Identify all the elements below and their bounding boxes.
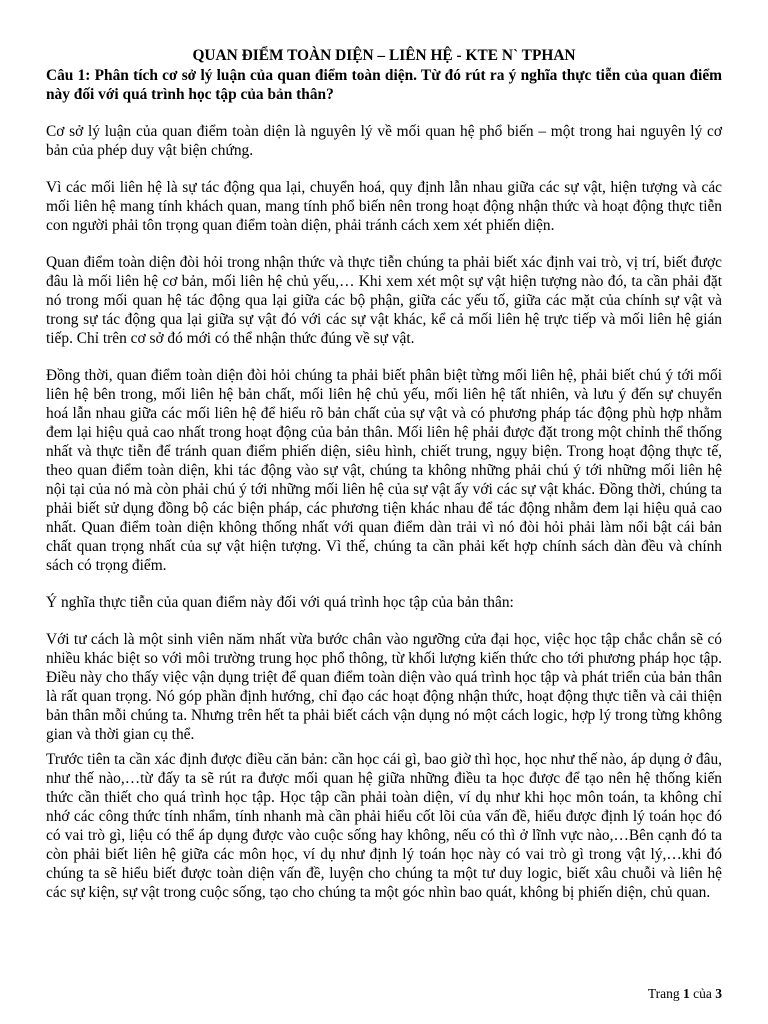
document-page <box>46 46 722 920</box>
paragraph-7: Trước tiên ta cần xác định được điều căn bản: cần học cái gì, bao giờ thì học, học như thế nào, áp dụng ở đâu, như thế nào,…từ đấy ta sẽ rút ra được mối quan hệ giữa những điều ta học được để tạo nên hệ thống kiến thức cần thiết cho quá trình học tập. Học tập cần phải toàn diện, ví dụ như khi học môn toán, ta không chỉ nhớ các công thức tính nhẩm, tính nhanh mà cần phải hiểu cốt lõi của vấn đề, hiểu được định lý toán học đó có vai trò gì, liệu có thể áp dụng được vào cuộc sống hay không, nếu có thì ở lĩnh vực nào,…Bên cạnh đó ta còn phải biết liên hệ giữa các môn học, ví dụ như định lý toán học này có vai trò gì trong vật lý,…khi đó chúng ta sẽ hiểu biết được toàn diện vấn đề, luyện cho chúng ta một tư duy logic, biết xâu chuỗi và liên hệ các sự kiện, sự vật trong cuộc sống, tạo cho chúng ta một góc nhìn bao quát, không bị phiến diện, chủ quan. <box>46 751 722 901</box>
paragraph-3: Quan điểm toàn diện đòi hỏi trong nhận thức và thực tiễn chúng ta phải biết xác định vai trò, vị trí, biết được đâu là mối liên hệ cơ bản, mối liên hệ chủ yếu,… Khi xem xét một sự vật hiện tượng nào đó, ta cần phải đặt nó trong mối quan hệ tác động qua lại giữa các bộ phận, giữa các yếu tố, giữa các mặt của chính sự vật và trong sự tác động qua lại giữa sự vật đó với các sự vật khác, kể cả mối liên hệ trực tiếp và mối liên hệ gián tiếp. Chỉ trên cơ sở đó mới có thể nhận thức đúng về sự vật. <box>46 254 722 347</box>
page-word: Trang <box>647 986 680 1001</box>
paragraph-4: Đồng thời, quan điểm toàn diện đòi hỏi chúng ta phải biết phân biệt từng mối liên hệ, phải biết chú ý tới mối liên hệ bên trong, mối liên hệ bản chất, mối liên hệ chủ yếu, mối liên hệ tất nhiên, và lưu ý đến sự chuyển hoá lẫn nhau giữa các mối liên hệ để hiểu rõ bản chất của sự vật và có phương pháp tác động phù hợp nhằm đem lại hiệu quả cao nhất trong hoạt động của bản thân. Mối liên hệ phải được đặt trong một chỉnh thể thống nhất và thực tiễn để tránh quan điểm phiến diện, siêu hình, chiết trung, ngụy biện. Trong hoạt động thực tế, theo quan điểm toàn diện, khi tác động vào sự vật, chúng ta không những phải chú ý tới những mối liên hệ nội tại của nó mà còn phải chú ý tới những mối liên hệ của sự vật ấy với các sự vật khác. Đồng thời, chúng ta phải biết sử dụng đồng bộ các biện pháp, các phương tiện khác nhau để tác động nhằm đem lại hiệu quả cao nhất. Quan điểm toàn diện không thống nhất với quan điểm dàn trải vì nó đòi hỏi phải làm nổi bật cái bản chất quan trọng nhất của sự vật hiện tượng. Vì thế, chúng ta cần phải kết hợp chính sách dàn đều và chính sách có trọng điểm. <box>46 367 722 574</box>
document-title: QUAN ĐIỂM TOÀN DIỆN – LIÊN HỆ - KTE N` TPHAN <box>192 47 576 64</box>
paragraph-5: Ý nghĩa thực tiễn của quan điểm này đối với quá trình học tập của bản thân: <box>46 594 514 611</box>
question-heading: Câu 1: Phân tích cơ sở lý luận của quan điểm toàn diện. Từ đó rút ra ý nghĩa thực tiễn của quan điểm này đối với quá trình học tập của bản thân? <box>46 67 722 103</box>
paragraph-1: Cơ sở lý luận của quan điểm toàn diện là nguyên lý về mối quan hệ phổ biến – một trong hai nguyên lý cơ bản của phép duy vật biện chứng. <box>46 123 722 159</box>
paragraph-2: Vì các mối liên hệ là sự tác động qua lại, chuyển hoá, quy định lẫn nhau giữa các sự vật, hiện tượng và các mối liên hệ mang tính khách quan, mang tính phổ biến nên trong hoạt động nhận thức và hoạt động thực tiễn con người phải tôn trọng quan điểm toàn diện, phải tránh cách xem xét phiến diện. <box>46 179 722 234</box>
current-page-number: 1 <box>683 986 690 1001</box>
page-footer <box>648 986 722 1002</box>
total-pages-number: 3 <box>715 986 722 1001</box>
paragraph-6: Với tư cách là một sinh viên năm nhất vừa bước chân vào ngưỡng cửa đại học, việc học tập chắc chắn sẽ có nhiều khác biệt so với môi trường trung học phổ thông, từ khối lượng kiến thức cho tới phương pháp học tập. Điều này cho thấy việc vận dụng triệt để quan điểm toàn diện vào quá trình học tập và phát triển của bản thân là rất quan trọng. Nó góp phần định hướng, chỉ đạo các hoạt động nhận thức, hoạt động thực tiễn và cải thiện bản thân mỗi chúng ta. Nhưng trên hết ta phải biết cách vận dụng nó một cách logic, hợp lý trong từng không gian và thời gian cụ thể. <box>46 631 722 743</box>
of-word: của <box>693 986 712 1001</box>
